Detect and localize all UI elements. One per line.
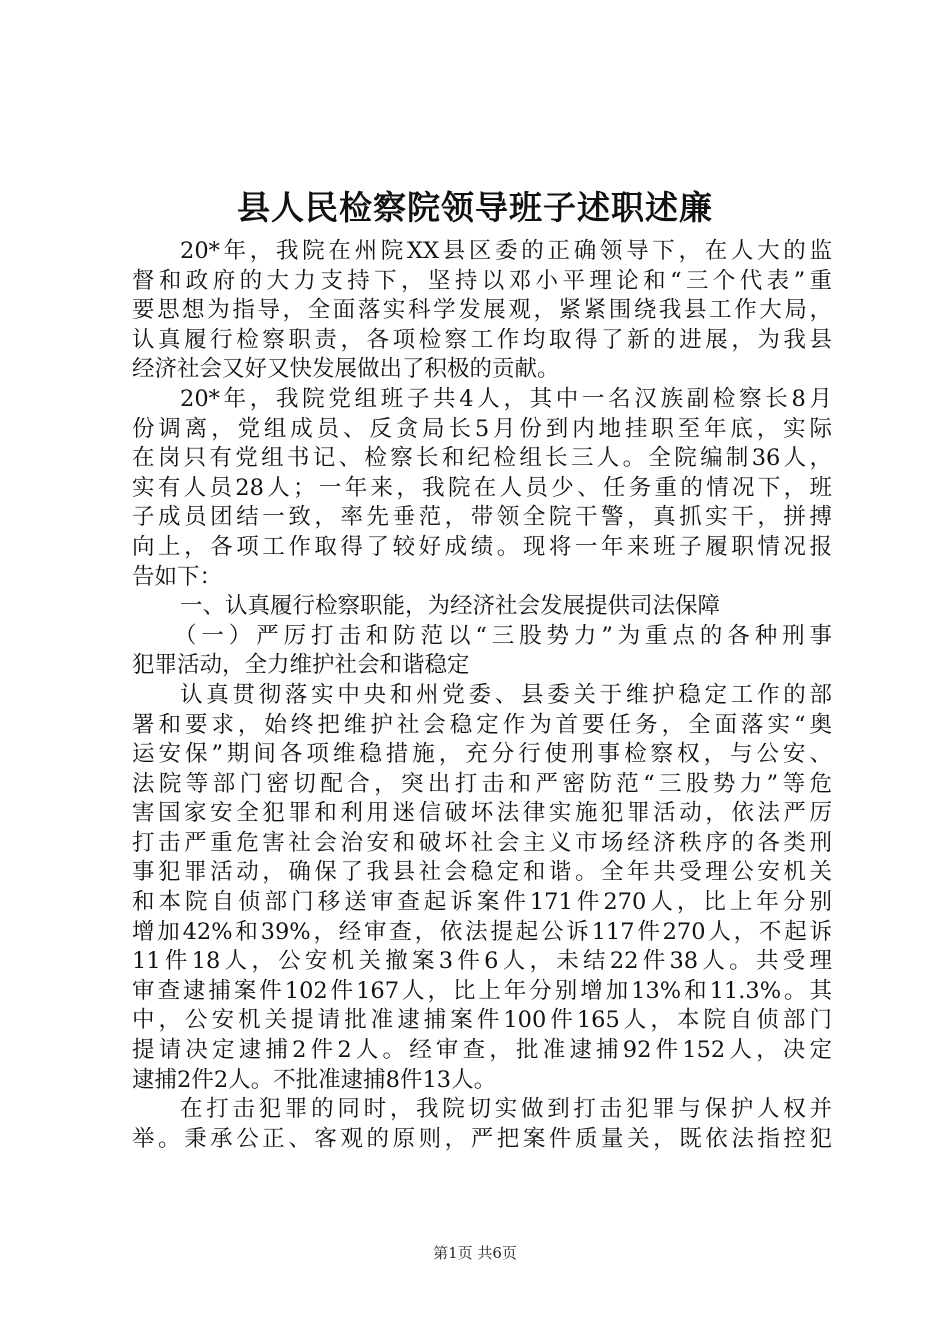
text-line: 份调离，党组成员、反贪局长5月份到内地挂职至年底，实际	[132, 415, 832, 442]
document-title: 县人民检察院领导班子述职述廉	[237, 188, 713, 227]
text-line: 审查逮捕案件102件167人，比上年分别增加13%和11.3%。其	[132, 977, 832, 1004]
text-line: 20*年，我院在州院XX县区委的正确领导下，在人大的监	[180, 238, 832, 264]
subsection-heading: （一）严厉打击和防范以“三股势力”为重点的各种刑事	[174, 622, 832, 649]
text-line: 在打击犯罪的同时，我院切实做到打击犯罪与保护人权并	[180, 1096, 832, 1123]
text-line: 要思想为指导，全面落实科学发展观，紧紧围绕我县工作大局，	[132, 297, 832, 324]
text-line: 督和政府的大力支持下，坚持以邓小平理论和“三个代表”重	[132, 267, 832, 294]
text-line: 提请决定逮捕2件2人。经审查，批准逮捕92件152人，决定	[132, 1037, 832, 1064]
text-line: 运安保”期间各项维稳措施，充分行使刑事检察权，与公安、	[132, 741, 832, 768]
text-line: 经济社会又好又快发展做出了积极的贡献。	[132, 356, 560, 383]
text-line: 和本院自侦部门移送审查起诉案件171件270人，比上年分别	[132, 889, 832, 916]
page-number: 第1页 共6页	[433, 1244, 517, 1262]
section-heading: 一、认真履行检察职能，为经济社会发展提供司法保障	[180, 593, 721, 620]
text-line: 中，公安机关提请批准逮捕案件100件165人，本院自侦部门	[132, 1007, 832, 1034]
text-line: 认真履行检察职责，各项检察工作均取得了新的进展，为我县	[132, 326, 832, 353]
text-line: 法院等部门密切配合，突出打击和严密防范“三股势力”等危	[132, 770, 832, 797]
text-line: 增加42%和39%，经审查，依法提起公诉117件270人，不起诉	[132, 918, 832, 945]
text-line: 事犯罪活动，确保了我县社会稳定和谐。全年共受理公安机关	[132, 859, 832, 886]
text-line: 认真贯彻落实中央和州党委、县委关于维护稳定工作的部	[180, 681, 832, 708]
document-body	[132, 237, 832, 1154]
text-line: 20*年，我院党组班子共4人，其中一名汉族副检察长8月	[180, 385, 832, 412]
text-line: 11件18人，公安机关撤案3件6人，未结22件38人。共受理	[132, 948, 832, 975]
text-line: 向上，各项工作取得了较好成绩。现将一年来班子履职情况报	[132, 533, 832, 560]
text-line: 害国家安全犯罪和利用迷信破坏法律实施犯罪活动，依法严厉	[132, 800, 832, 827]
text-line: 打击严重危害社会治安和破坏社会主义市场经济秩序的各类刑	[132, 829, 832, 856]
text-line: 在岗只有党组书记、检察长和纪检组长三人。全院编制36人，	[132, 445, 832, 472]
text-line: 署和要求，始终把维护社会稳定作为首要任务，全面落实“奥	[132, 711, 832, 738]
text-line: 实有人员28人；一年来，我院在人员少、任务重的情况下，班	[132, 474, 832, 501]
text-line: 子成员团结一致，率先垂范，带领全院干警，真抓实干，拼搏	[132, 504, 832, 531]
text-line: 告如下：	[132, 563, 223, 590]
text-line: 举。秉承公正、客观的原则，严把案件质量关，既依法指控犯	[132, 1125, 832, 1152]
text-line: 逮捕2件2人。不批准逮捕8件13人。	[132, 1066, 497, 1093]
subsection-heading: 犯罪活动，全力维护社会和谐稳定	[132, 652, 470, 679]
